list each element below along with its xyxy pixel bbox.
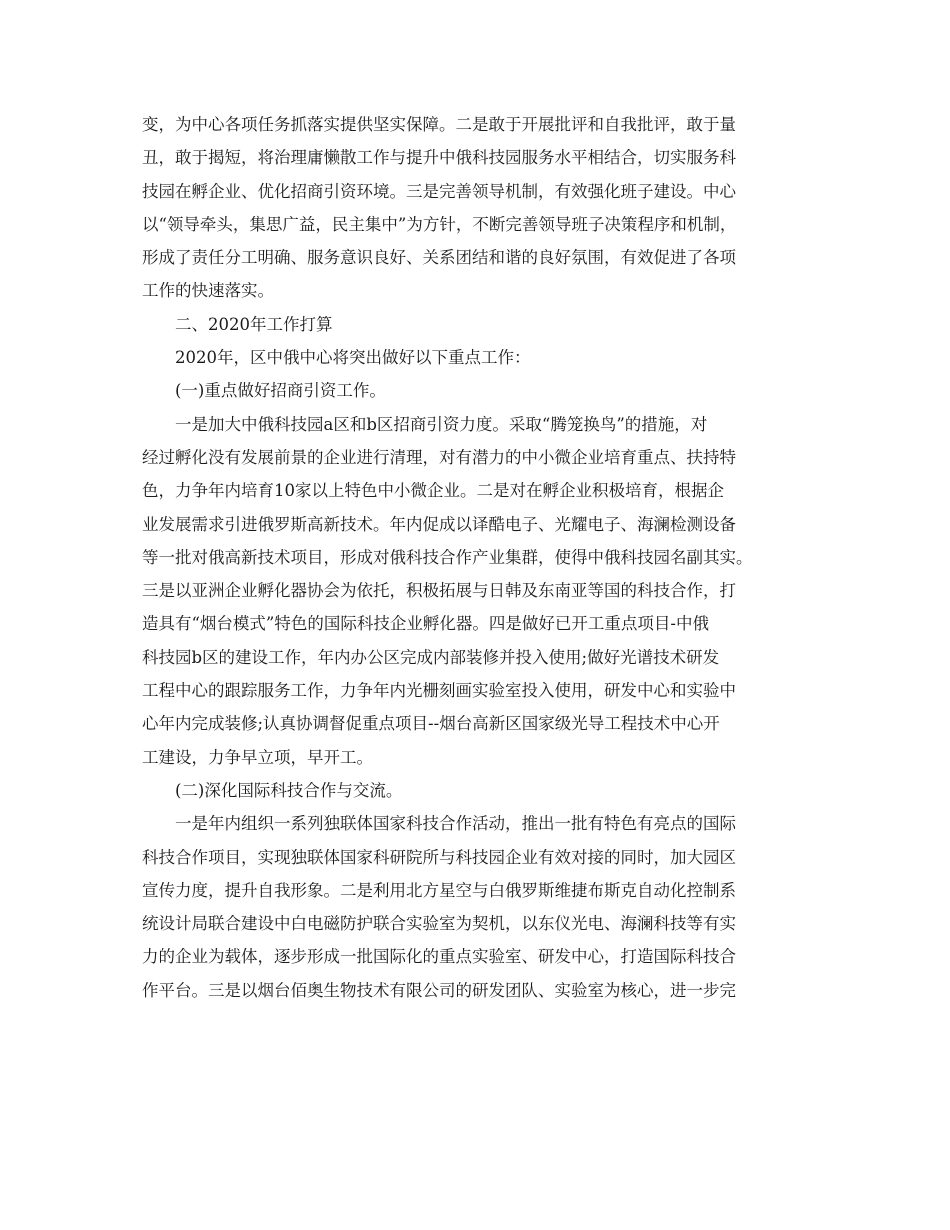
text-line: 工建设，力争早立项，早开工。 (142, 747, 373, 767)
text-line: 等一批对俄高新技术项目，形成对俄科技合作产业集群，使得中俄科技园名副其实。 (142, 547, 753, 567)
text-line: (一)重点做好招商引资工作。 (175, 381, 386, 401)
text-line: 经过孵化没有发展前景的企业进行清理，对有潜力的中小微企业培育重点、扶持特 (142, 447, 736, 467)
text-line: 工作的快速落实。 (142, 281, 274, 301)
text-line: 一是年内组织一系列独联体国家科技合作活动，推出一批有特色有亮点的国际 (175, 814, 736, 834)
text-line: 工程中心的跟踪服务工作，力争年内光栅刻画实验室投入使用，研发中心和实验中 (142, 681, 736, 701)
text-line: 色，力争年内培育10家以上特色中小微企业。二是对在孵企业积极培育，根据企 (142, 481, 724, 501)
text-line: 作平台。三是以烟台佰奥生物技术有限公司的研发团队、实验室为核心，进一步完 (142, 980, 736, 1000)
text-line: 三是以亚洲企业孵化器协会为依托，积极拓展与日韩及东南亚等国的科技合作，打 (142, 581, 736, 601)
text-line: 宣传力度，提升自我形象。二是利用北方星空与白俄罗斯维捷布斯克自动化控制系 (142, 880, 736, 900)
text-line: 形成了责任分工明确、服务意识良好、关系团结和谐的良好氛围，有效促进了各项 (142, 248, 736, 268)
text-line: (二)深化国际科技合作与交流。 (175, 780, 403, 800)
text-line: 技园在孵企业、优化招商引资环境。三是完善领导机制，有效强化班子建设。中心 (142, 181, 736, 201)
text-line: 变，为中心各项任务抓落实提供坚实保障。二是敢于开展批评和自我批评，敢于量 (142, 115, 736, 134)
text-line: 造具有“烟台模式”特色的国际科技企业孵化器。四是做好已开工重点项目-中俄 (142, 614, 709, 634)
text-line: 心年内完成装修;认真协调督促重点项目--烟台高新区国家级光导工程技术中心开 (142, 714, 720, 734)
text-line: 力的企业为载体，逐步形成一批国际化的重点实验室、研发中心，打造国际科技合 (142, 947, 736, 967)
text-line: 科技园b区的建设工作，年内办公区完成内部装修并投入使用;做好光谱技术研发 (142, 647, 720, 667)
document-body (142, 108, 822, 1007)
text-line: 丑，敢于揭短，将治理庸懒散工作与提升中俄科技园服务水平相结合，切实服务科 (142, 148, 736, 168)
text-line: 统设计局联合建设中白电磁防护联合实验室为契机，以东仪光电、海澜科技等有实 (142, 914, 736, 934)
text-line: 科技合作项目，实现独联体国家科研院所与科技园企业有效对接的同时，加大园区 (142, 847, 736, 867)
text-line: 一是加大中俄科技园a区和b区招商引资力度。采取“腾笼换鸟”的措施，对 (175, 414, 708, 434)
text-line: 业发展需求引进俄罗斯高新技术。年内促成以译酷电子、光耀电子、海澜检测设备 (142, 514, 736, 534)
text-line: 以“领导牵头，集思广益，民主集中”为方针，不断完善领导班子决策程序和机制， (142, 214, 737, 234)
text-line: 2020年，区中俄中心将突出做好以下重点工作： (175, 348, 531, 368)
text-line: 二、2020年工作打算 (175, 314, 333, 334)
